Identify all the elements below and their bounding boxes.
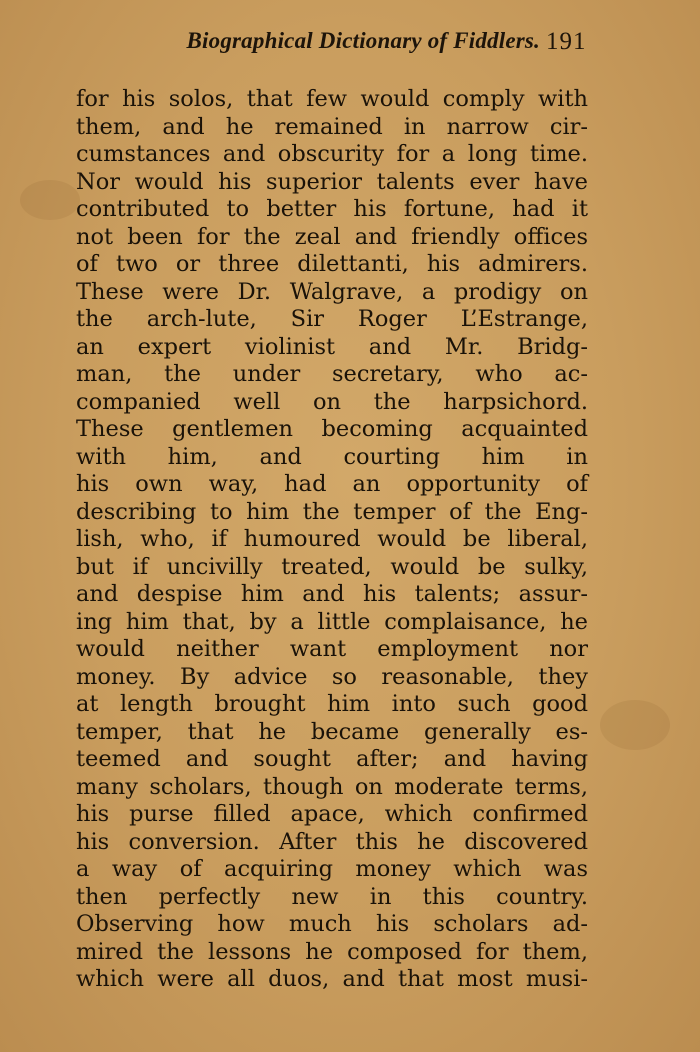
text-line: Observing how much his scholars ad- (76, 911, 588, 937)
text-line: a way of acquiring money which was (76, 856, 588, 882)
text-line: money. By advice so reasonable, they (76, 663, 588, 690)
text-line: These gentlemen becoming acquainted (76, 416, 588, 442)
text-line: companied well on the harpsichord. (76, 388, 588, 415)
page-number: 191 (546, 28, 587, 55)
text-line: with him, and courting him in (76, 443, 588, 470)
body-text (76, 86, 588, 994)
text-line: man, the under secretary, who ac- (76, 361, 588, 387)
text-line: describing to him the temper of the Eng- (76, 498, 588, 525)
text-line: his conversion. After this he discovered (76, 828, 588, 855)
text-line: them, and he remained in narrow cir- (76, 113, 588, 140)
text-line: cumstances and obscurity for a long time. (76, 141, 588, 167)
text-line: which were all duos, and that most musi- (76, 966, 588, 992)
text-line: an expert violinist and Mr. Bridg- (76, 333, 588, 360)
text-line: contributed to better his fortune, had it (76, 196, 588, 222)
text-line: These were Dr. Walgrave, a prodigy on (76, 278, 588, 305)
text-line: for his solos, that few would comply with (76, 86, 588, 112)
text-line: but if uncivilly treated, would be sulky, (76, 553, 588, 580)
text-line: would neither want employment nor (76, 636, 588, 662)
text-line: and despise him and his talents; assur- (76, 581, 588, 607)
text-line: then perfectly new in this country. (76, 883, 588, 910)
text-line: of two or three dilettanti, his admirers. (76, 251, 588, 277)
text-line: at length brought him into such good (76, 691, 588, 717)
paper-stain (20, 180, 80, 220)
text-line: teemed and sought after; and having (76, 746, 588, 772)
text-line: many scholars, though on moderate terms, (76, 773, 588, 800)
running-head (0, 28, 700, 64)
text-line: his purse filled apace, which confirmed (76, 801, 588, 827)
text-line: lish, who, if humoured would be liberal, (76, 526, 588, 552)
running-title: Biographical Dictionary of Fiddlers. (186, 28, 540, 53)
text-line: Nor would his superior talents ever have (76, 168, 588, 195)
text-line: the arch-lute, Sir Roger L’Estrange, (76, 306, 588, 332)
text-line: his own way, had an opportunity of (76, 471, 588, 497)
text-line: ing him that, by a little complaisance, he (76, 608, 588, 635)
text-line: not been for the zeal and friendly offices (76, 223, 588, 250)
text-line: temper, that he became generally es- (76, 718, 588, 745)
text-line: mired the lessons he composed for them, (76, 938, 588, 965)
paper-stain (600, 700, 670, 750)
